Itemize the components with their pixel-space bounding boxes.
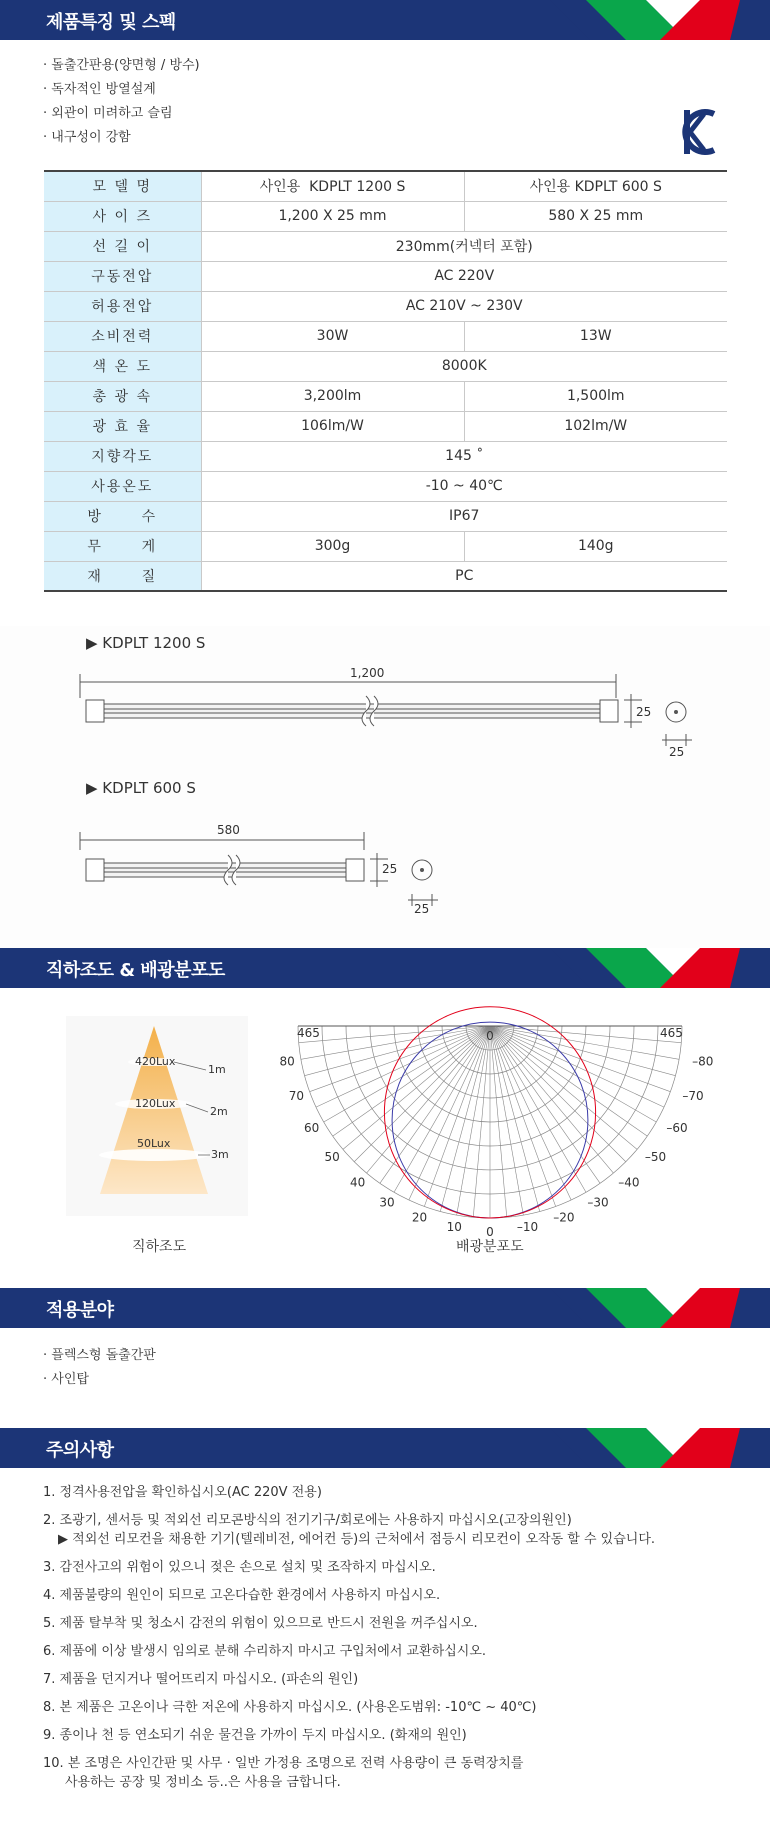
feature-item: · 돌출간판용(양면형 / 방수)	[43, 58, 200, 73]
illuminance-caption: 직하조도	[132, 1239, 187, 1255]
spec-value: IP67	[201, 501, 727, 531]
spec-row	[44, 291, 727, 321]
dim-length-1200: 1,200	[350, 666, 385, 680]
application-item: · 사인탑	[43, 1372, 89, 1387]
application-item: · 플렉스형 돌출간판	[43, 1348, 156, 1363]
section-banner-illum	[0, 948, 770, 988]
spec-label: 총 광 속	[44, 381, 201, 411]
spec-value-600: 102lm/W	[464, 411, 727, 441]
caution-item: 7. 제품을 던지거나 떨어뜨리지 마십시오. (파손의 원인)	[43, 1672, 359, 1687]
spec-value-600: 사인용 KDPLT 600 S	[464, 171, 727, 201]
section-banner-spec	[0, 0, 770, 40]
spec-value-1200: 1,200 X 25 mm	[201, 201, 464, 231]
spec-value: 230mm(커넥터 포함)	[201, 231, 727, 261]
polar-zero-bottom: 0	[486, 1225, 494, 1239]
spec-row	[44, 321, 727, 351]
spec-value-1200: 30W	[201, 321, 464, 351]
caution-item: 3. 감전사고의 위험이 있으니 젖은 손으로 설치 및 조작하지 마십시오.	[43, 1560, 436, 1575]
section-banner-apply	[0, 1288, 770, 1328]
distance-label: 2m	[210, 1105, 228, 1118]
lux-label: 420Lux	[135, 1055, 176, 1068]
polar-caption: 배광분포도	[456, 1239, 524, 1255]
caution-item: 6. 제품에 이상 발생시 임의로 분해 수리하지 마시고 구입처에서 교환하십시오.	[43, 1644, 487, 1659]
spec-value: AC 210V ~ 230V	[201, 291, 727, 321]
lux-label: 120Lux	[135, 1097, 176, 1110]
spec-value-600: 580 X 25 mm	[464, 201, 727, 231]
polar-angle-right: –70	[682, 1088, 704, 1103]
polar-angle-left: 80	[279, 1054, 295, 1069]
banner-stripes	[550, 1428, 770, 1468]
section-title: 적용분야	[46, 1300, 114, 1321]
section-title: 직하조도 & 배광분포도	[46, 960, 225, 981]
polar-angle-right: –60	[666, 1121, 688, 1135]
caution-item: 1. 정격사용전압을 확인하십시오(AC 220V 전용)	[43, 1485, 322, 1500]
spec-label: 허용전압	[44, 291, 201, 321]
spec-row	[44, 201, 727, 231]
polar-angle-right: –30	[587, 1195, 609, 1210]
polar-angle-left: 50	[324, 1150, 340, 1165]
polar-spoke	[305, 1026, 490, 1076]
spec-row	[44, 471, 727, 501]
polar-angle-left: 40	[349, 1175, 366, 1190]
spec-label: 재 질	[44, 561, 201, 591]
spec-value-600: 140g	[464, 531, 727, 561]
spec-value: 8000K	[201, 351, 727, 381]
feature-item: · 외관이 미려하고 슬림	[43, 106, 173, 121]
polar-spoke	[490, 1026, 540, 1211]
dim-depth-600: 25	[414, 902, 430, 916]
application-list	[43, 1344, 156, 1392]
spec-row	[44, 231, 727, 261]
spec-value: AC 220V	[201, 261, 727, 291]
spec-row	[44, 561, 727, 591]
dim-height-1200: 25	[636, 705, 652, 719]
polar-angle-left: 10	[446, 1219, 462, 1234]
spec-label: 지향각도	[44, 441, 201, 471]
feature-list	[43, 54, 200, 150]
section-banner-caution	[0, 1428, 770, 1468]
polar-spoke	[440, 1026, 490, 1211]
caution-item: 2. 조광기, 센서등 및 적외선 리모콘방식의 전기기구/회로에는 사용하지 마십시오(고장의원인)	[43, 1513, 572, 1528]
distance-label: 3m	[211, 1148, 229, 1161]
polar-angle-right: –40	[618, 1175, 640, 1190]
polar-max-right: 465	[660, 1026, 683, 1040]
banner-stripes	[550, 948, 770, 988]
spec-value-1200: 3,200lm	[201, 381, 464, 411]
banner-stripes	[550, 1288, 770, 1328]
spec-label: 구동전압	[44, 261, 201, 291]
caution-item: 4. 제품불량의 원인이 되므로 고온다습한 환경에서 사용하지 마십시오.	[43, 1588, 441, 1603]
polar-spoke	[490, 1026, 675, 1076]
spec-label: 모 델 명	[44, 171, 201, 201]
spec-row	[44, 171, 727, 201]
spec-label: 선 길 이	[44, 231, 201, 261]
spec-value-1200: 106lm/W	[201, 411, 464, 441]
spec-value-600: 13W	[464, 321, 727, 351]
polar-angle-left: 20	[411, 1210, 428, 1225]
spec-row	[44, 351, 727, 381]
drawing-1200-svg	[0, 660, 770, 770]
polar-spoke	[424, 1026, 490, 1206]
caution-item: 5. 제품 탈부착 및 청소시 감전의 위험이 있으므로 반드시 전원을 꺼주십시오.	[43, 1616, 478, 1631]
spec-row	[44, 441, 727, 471]
spec-label: 사 이 즈	[44, 201, 201, 231]
polar-angle-right: –50	[644, 1150, 667, 1165]
spec-label: 소비전력	[44, 321, 201, 351]
caution-item: 8. 본 제품은 고온이나 극한 저온에 사용하지 마십시오. (사용온도범위: -10℃ ~ 40℃)	[43, 1700, 537, 1715]
section-title: 제품특징 및 스펙	[46, 12, 176, 33]
banner-stripes	[550, 0, 770, 40]
spec-table	[44, 170, 727, 592]
dim-depth-1200: 25	[669, 745, 685, 759]
drawing-title-1200: ▶ KDPLT 1200 S	[86, 634, 206, 652]
spec-label: 방 수	[44, 501, 201, 531]
spec-value-600: 1,500lm	[464, 381, 727, 411]
spec-value-1200: 사인용 KDPLT 1200 S	[201, 171, 464, 201]
polar-angle-left: 30	[379, 1195, 395, 1210]
feature-item: · 내구성이 강함	[43, 130, 131, 145]
caution-item: 10. 본 조명은 사인간판 및 사무 · 일반 가정용 조명으로 전력 사용량이 큰 동력장치를	[43, 1756, 524, 1771]
drawing-600-svg	[0, 820, 770, 930]
spec-value: PC	[201, 561, 727, 591]
kc-mark-icon	[682, 108, 716, 156]
polar-angle-left: 70	[288, 1088, 305, 1103]
spec-value: -10 ~ 40℃	[201, 471, 727, 501]
spec-row	[44, 411, 727, 441]
spec-label: 광 효 율	[44, 411, 201, 441]
polar-angle-left: 60	[303, 1121, 320, 1135]
dim-height-600: 25	[382, 862, 398, 876]
feature-item: · 독자적인 방열설계	[43, 82, 156, 97]
polar-angle-right: –20	[553, 1210, 575, 1225]
spec-label: 색 온 도	[44, 351, 201, 381]
caution-subnote: ▶ 적외선 리모컨을 채용한 기기(텔레비전, 에어컨 등)의 근처에서 점등시 리모컨이 오작동 할 수 있습니다.	[58, 1532, 656, 1547]
polar-spoke	[490, 1026, 556, 1206]
spec-row	[44, 501, 727, 531]
dim-length-600: 580	[217, 823, 240, 837]
caution-item-cont: 사용하는 공장 및 정비소 등..은 사용을 금합니다.	[65, 1775, 341, 1790]
spec-row	[44, 531, 727, 561]
spec-label: 무 게	[44, 531, 201, 561]
spec-value-1200: 300g	[201, 531, 464, 561]
lux-label: 50Lux	[137, 1137, 171, 1150]
polar-diagram	[279, 1018, 714, 1239]
spec-row	[44, 381, 727, 411]
caution-list	[43, 1483, 655, 1801]
spec-row	[44, 261, 727, 291]
section-title: 주의사항	[46, 1440, 114, 1461]
caution-item: 9. 종이나 천 등 연소되기 쉬운 물건을 가까이 두지 마십시오. (화재의 원인)	[43, 1728, 467, 1743]
spec-label: 사용온도	[44, 471, 201, 501]
drawing-title-600: ▶ KDPLT 600 S	[86, 779, 196, 797]
polar-zero-top: 0	[486, 1029, 494, 1043]
spec-value: 145 ˚	[201, 441, 727, 471]
polar-max-left: 465	[297, 1026, 320, 1040]
distance-label: 1m	[208, 1063, 226, 1076]
polar-angle-right: –10	[516, 1219, 539, 1234]
polar-angle-right: –80	[692, 1054, 714, 1069]
